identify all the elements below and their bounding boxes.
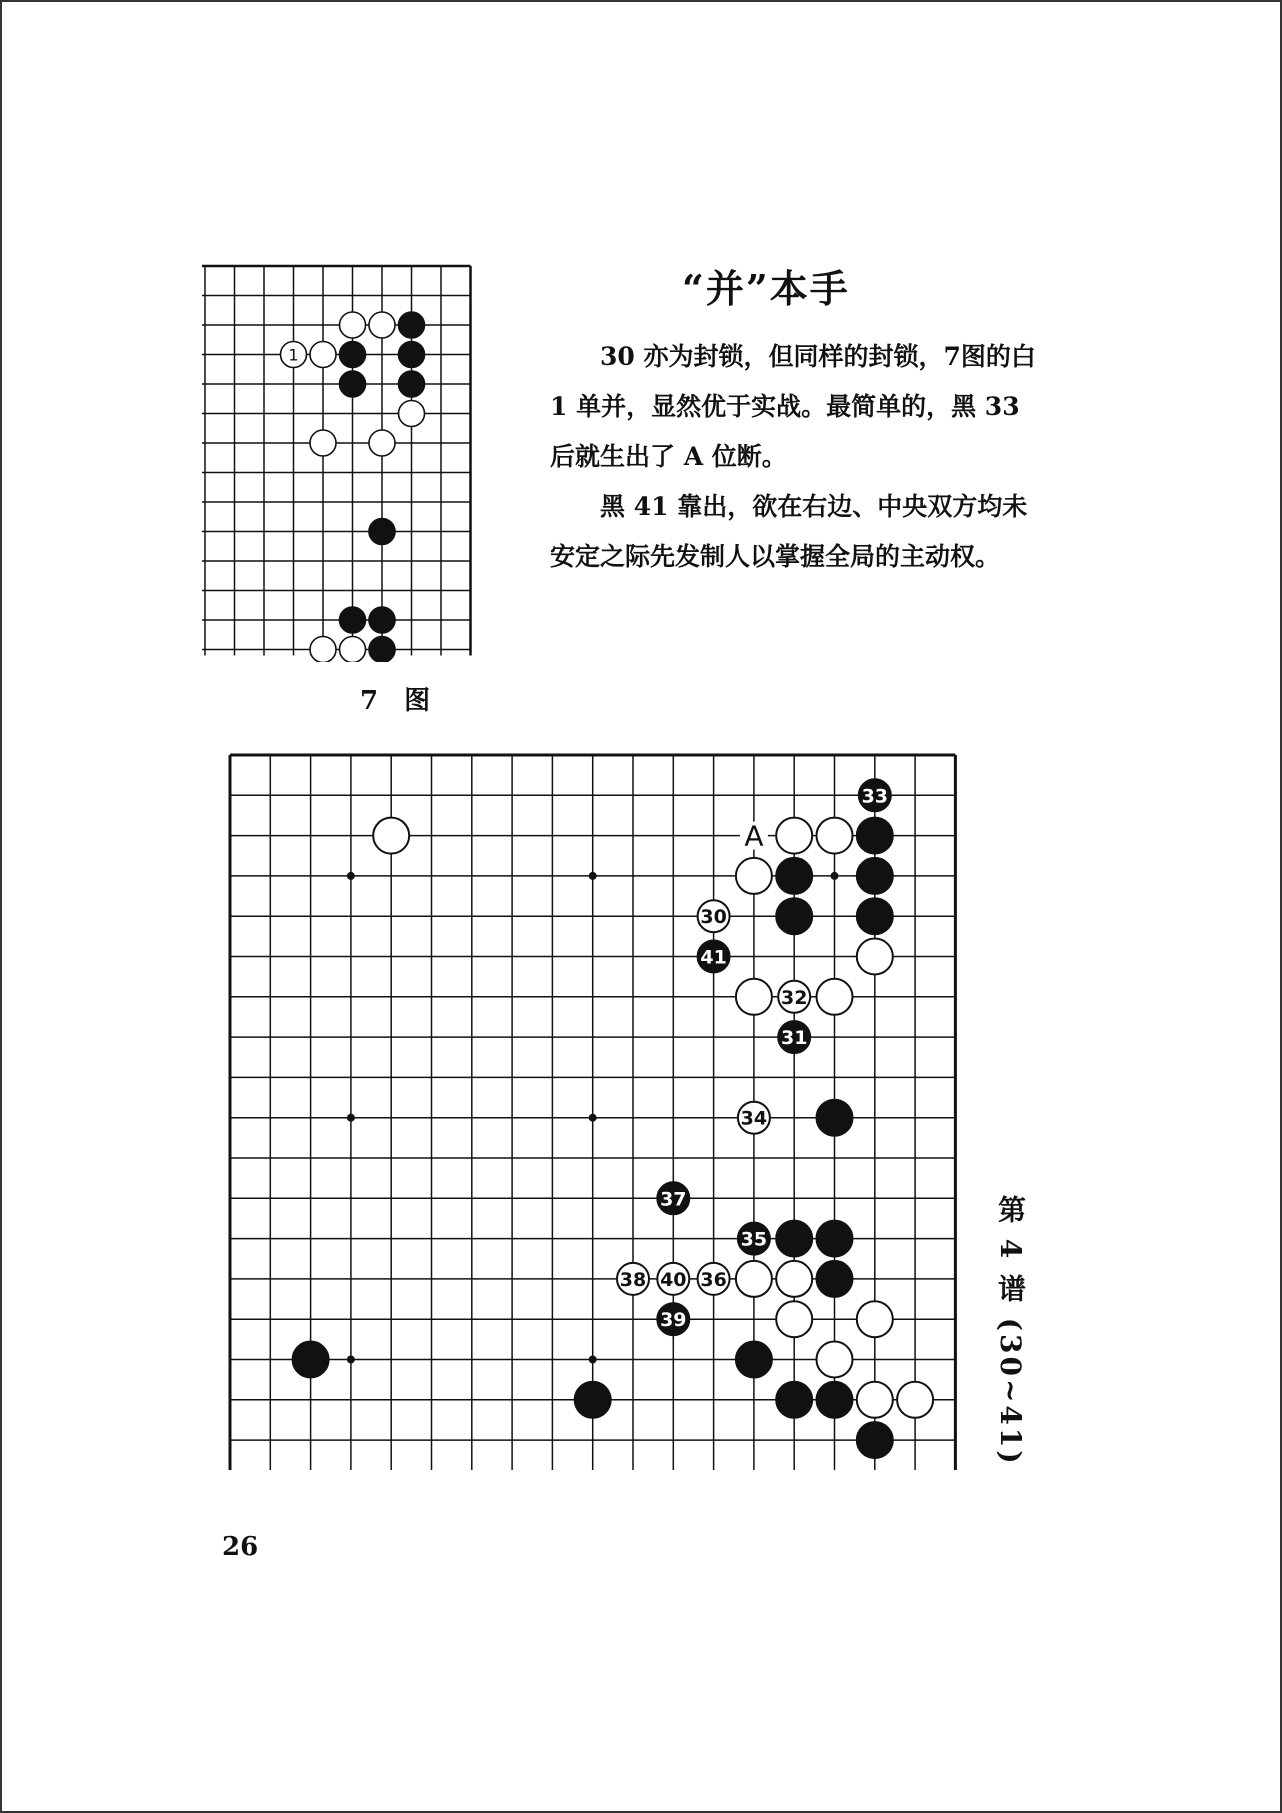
white-stone [736,858,772,894]
black-stone [575,1382,611,1418]
move-number: 35 [740,1228,768,1251]
black-stone [817,1382,853,1418]
white-stone [373,818,409,854]
white-stone [897,1382,933,1418]
star-point [347,1356,355,1364]
move-number: 34 [740,1107,768,1130]
section-heading: “并”本手 [682,266,850,311]
move-number: 1 [288,345,299,365]
white-stone [310,342,336,368]
black-stone-35 [738,1223,770,1255]
black-stone-33 [859,779,891,811]
page-number: 26 [222,1532,259,1562]
figure-7-svg [202,262,492,662]
figure-7-word: 图 [404,686,437,716]
black-stone [817,1221,853,1257]
black-stone [293,1342,329,1378]
game-record-svg [226,750,958,1470]
commentary-paragraph-2: 黑 41 靠出，欲在右边、中央双方均未安定之际先发制人以掌握全局的主动权。 [550,492,1028,571]
white-stone-34 [738,1102,770,1134]
star-point [589,872,597,880]
white-stone [369,430,395,456]
point-letter-a: A [744,819,764,853]
black-stone [369,637,395,663]
white-stone [857,1301,893,1337]
black-stone [857,1422,893,1458]
white-stone [776,1301,812,1337]
move-number: 41 [700,946,727,969]
figure-7-number: 7 [360,686,385,716]
move-number: 40 [660,1268,687,1291]
white-stone-36 [698,1263,730,1295]
star-point [589,1356,597,1364]
white-stone [399,401,425,427]
black-stone [776,1221,812,1257]
black-stone [857,858,893,894]
black-stone [399,371,425,397]
black-stone [776,1382,812,1418]
black-stone [817,1261,853,1297]
game-record-caption: 第 4 谱 (30~41) [994,1195,1027,1467]
black-stone [776,858,812,894]
move-number: 33 [861,785,889,808]
white-stone [817,1342,853,1378]
white-stone [310,430,336,456]
star-point [589,1114,597,1122]
black-stone [399,342,425,368]
move-number: 30 [700,906,727,929]
black-stone [340,371,366,397]
star-point [831,872,839,880]
star-point [347,1114,355,1122]
white-stone [736,1261,772,1297]
black-stone [340,342,366,368]
figure-7-grid [202,266,471,656]
white-stone [776,1261,812,1297]
white-stone-30 [698,900,730,932]
move-number: 32 [780,986,808,1009]
move-number: 37 [660,1188,687,1211]
black-stone [857,898,893,934]
black-stone-31 [778,1021,810,1053]
white-stone [817,818,853,854]
white-stone [776,818,812,854]
move-number: 36 [700,1268,727,1291]
white-stone [857,1382,893,1418]
black-stone-41 [698,941,730,973]
black-stone [369,519,395,545]
black-stone [399,312,425,338]
white-stone [340,637,366,663]
white-stone-38 [617,1263,649,1295]
white-stone [857,939,893,975]
white-stone-1 [281,342,307,368]
move-number: 39 [660,1309,687,1332]
black-stone [736,1342,772,1378]
commentary-paragraph-1: 30 亦为封锁，但同样的封锁，7图的白 1 单并，显然优于实战。最简单的，黑 33 后就生出了 A 位断。 [550,342,1036,471]
black-stone-39 [657,1303,689,1335]
black-stone [369,607,395,633]
game-record-board [226,750,958,1470]
figure-7-board [202,262,492,662]
white-stone [736,979,772,1015]
star-point [347,872,355,880]
white-stone [369,312,395,338]
black-stone [817,1100,853,1136]
white-stone-40 [657,1263,689,1295]
black-stone [857,818,893,854]
move-number: 31 [780,1027,808,1050]
white-stone-32 [778,981,810,1013]
black-stone [340,607,366,633]
board-letters [740,820,768,853]
black-stone-37 [657,1182,689,1214]
figure-7-caption [360,680,456,717]
white-stone [817,979,853,1015]
main-stones [293,779,934,1458]
black-stone [776,898,812,934]
move-number: 38 [619,1268,647,1291]
white-stone [340,312,366,338]
white-stone [310,637,336,663]
commentary-text [550,332,1040,582]
